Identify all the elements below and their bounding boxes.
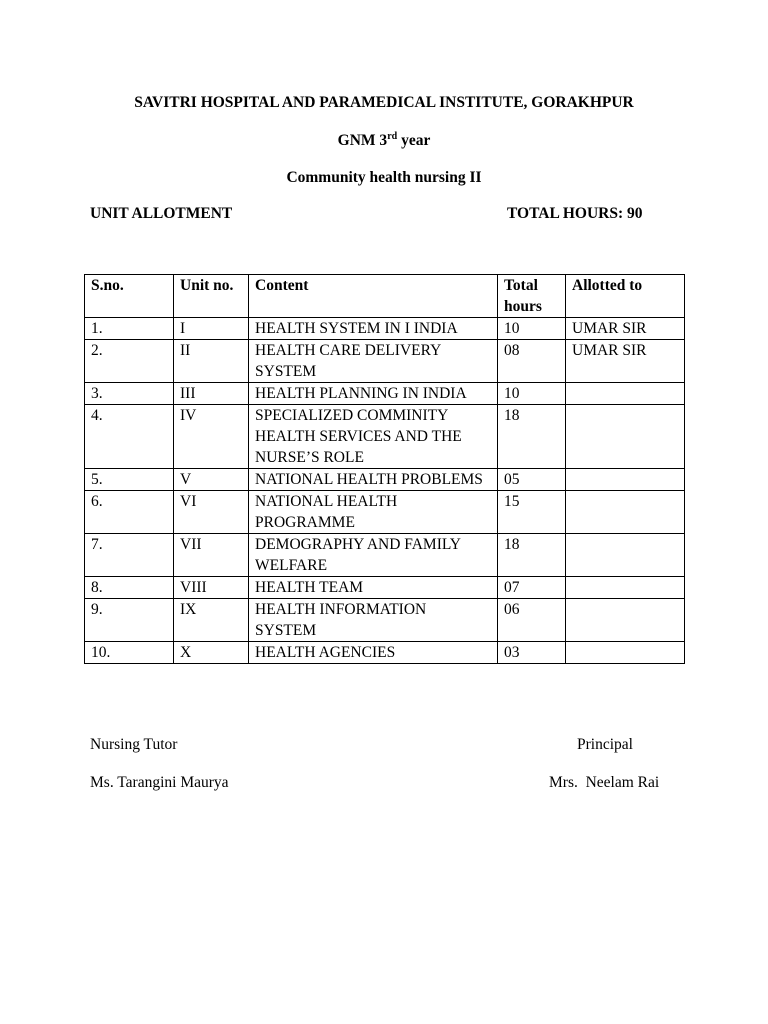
- cell-allotted: [566, 491, 685, 534]
- course-superscript: rd: [387, 130, 398, 142]
- table-row: [85, 340, 685, 383]
- cell-allotted: UMAR SIR: [566, 318, 685, 340]
- cell-hours: 18: [498, 405, 566, 469]
- cell-unit: VIII: [174, 577, 249, 599]
- subject-title: Community health nursing II: [286, 169, 482, 186]
- cell-hours: 05: [498, 469, 566, 491]
- cell-content: HEALTH TEAM: [249, 577, 498, 599]
- course-prefix: GNM 3: [337, 132, 388, 149]
- cell-unit: I: [174, 318, 249, 340]
- table-row: [85, 318, 685, 340]
- cell-hours: 18: [498, 534, 566, 577]
- table-row: [85, 534, 685, 577]
- table-row: [85, 383, 685, 405]
- cell-sno: 5.: [85, 469, 174, 491]
- table-row: [85, 491, 685, 534]
- institute-title: SAVITRI HOSPITAL AND PARAMEDICAL INSTITUTE, GORAKHPUR: [134, 94, 634, 111]
- total-hours-label: TOTAL HOURS: 90: [507, 205, 643, 222]
- header-content: Content: [249, 275, 498, 318]
- cell-allotted: [566, 383, 685, 405]
- cell-content: HEALTH AGENCIES: [249, 642, 498, 664]
- header-unit-no: Unit no.: [174, 275, 249, 318]
- cell-content: HEALTH PLANNING IN INDIA: [249, 383, 498, 405]
- header-sno: S.no.: [85, 275, 174, 318]
- header-total-hours: Total hours: [498, 275, 566, 318]
- cell-hours: 15: [498, 491, 566, 534]
- cell-allotted: UMAR SIR: [566, 340, 685, 383]
- cell-allotted: [566, 642, 685, 664]
- cell-allotted: [566, 534, 685, 577]
- cell-unit: V: [174, 469, 249, 491]
- cell-sno: 7.: [85, 534, 174, 577]
- cell-hours: 06: [498, 599, 566, 642]
- header-allotted-to: Allotted to: [566, 275, 685, 318]
- table-row: [85, 642, 685, 664]
- nursing-tutor-name: Ms. Tarangini Maurya: [90, 774, 229, 791]
- cell-sno: 8.: [85, 577, 174, 599]
- principal-name: Mrs. Neelam Rai: [549, 774, 660, 791]
- principal-title: Principal: [577, 736, 633, 753]
- cell-sno: 4.: [85, 405, 174, 469]
- table-header-row: [85, 275, 685, 318]
- cell-unit: VI: [174, 491, 249, 534]
- cell-unit: IX: [174, 599, 249, 642]
- cell-sno: 6.: [85, 491, 174, 534]
- table-row: [85, 599, 685, 642]
- cell-sno: 9.: [85, 599, 174, 642]
- cell-content: NATIONAL HEALTH PROBLEMS: [249, 469, 498, 491]
- cell-hours: 07: [498, 577, 566, 599]
- unit-table: [84, 274, 685, 664]
- cell-sno: 2.: [85, 340, 174, 383]
- cell-allotted: [566, 405, 685, 469]
- cell-unit: VII: [174, 534, 249, 577]
- cell-allotted: [566, 577, 685, 599]
- table-row: [85, 469, 685, 491]
- cell-unit: III: [174, 383, 249, 405]
- cell-hours: 10: [498, 383, 566, 405]
- cell-hours: 10: [498, 318, 566, 340]
- cell-sno: 10.: [85, 642, 174, 664]
- cell-sno: 1.: [85, 318, 174, 340]
- cell-content: DEMOGRAPHY AND FAMILY WELFARE: [249, 534, 498, 577]
- cell-sno: 3.: [85, 383, 174, 405]
- cell-unit: II: [174, 340, 249, 383]
- cell-content: HEALTH INFORMATION SYSTEM: [249, 599, 498, 642]
- nursing-tutor-title: Nursing Tutor: [90, 736, 178, 753]
- unit-allotment-label: UNIT ALLOTMENT: [90, 205, 233, 222]
- cell-hours: 08: [498, 340, 566, 383]
- cell-content: SPECIALIZED COMMINITY HEALTH SERVICES AND THE NURSE’S ROLE: [249, 405, 498, 469]
- cell-hours: 03: [498, 642, 566, 664]
- cell-unit: IV: [174, 405, 249, 469]
- table-row: [85, 577, 685, 599]
- course-suffix: year: [397, 132, 431, 149]
- cell-allotted: [566, 469, 685, 491]
- course-title: [0, 132, 768, 150]
- table-row: [85, 405, 685, 469]
- cell-content: HEALTH SYSTEM IN I INDIA: [249, 318, 498, 340]
- cell-content: HEALTH CARE DELIVERY SYSTEM: [249, 340, 498, 383]
- cell-allotted: [566, 599, 685, 642]
- cell-content: NATIONAL HEALTH PROGRAMME: [249, 491, 498, 534]
- cell-unit: X: [174, 642, 249, 664]
